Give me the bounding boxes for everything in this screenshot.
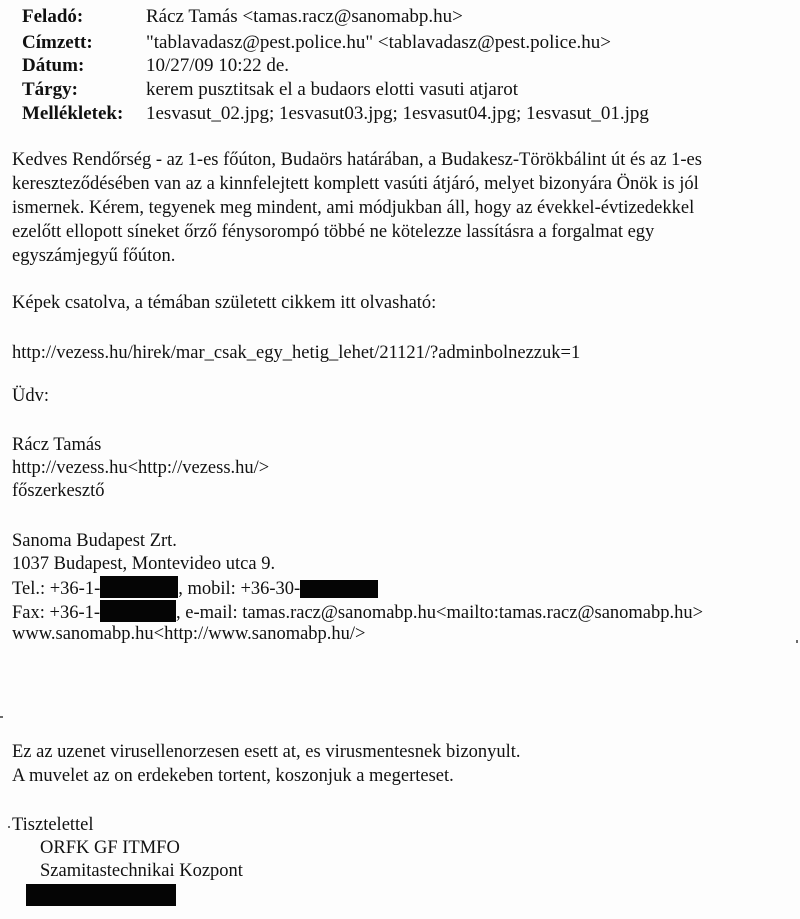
closing-line: Tisztelettel bbox=[12, 815, 94, 835]
tel-prefix: Tel.: +36-1- bbox=[12, 579, 101, 599]
to-value: "tablavadasz@pest.police.hu" <tablavadasz@pest.police.hu> bbox=[146, 32, 611, 53]
greeting-line: Üdv: bbox=[12, 386, 49, 406]
organization-line: ORFK GF ITMFO bbox=[40, 838, 180, 858]
redaction-bar bbox=[100, 576, 178, 598]
signature-address: 1037 Budapest, Montevideo utca 9. bbox=[12, 554, 276, 574]
virus-check-line-2: A muvelet az on erdekeben tortent, koszonjuk a megerteset. bbox=[12, 766, 454, 786]
signature-web: www.sanomabp.hu<http://www.sanomabp.hu/> bbox=[12, 624, 366, 644]
signature-title: főszerkesztő bbox=[12, 481, 105, 501]
signature-company: Sanoma Budapest Zrt. bbox=[12, 531, 177, 551]
attachments-value: 1esvasut_02.jpg; 1esvasut03.jpg; 1esvasut04.jpg; 1esvasut_01.jpg bbox=[146, 103, 649, 124]
subject-value: kerem pusztitsak el a budaors elotti vasuti atjarot bbox=[146, 79, 518, 100]
scan-speck bbox=[0, 716, 3, 718]
subject-label: Tárgy: bbox=[22, 79, 78, 100]
signature-name: Rácz Tamás bbox=[12, 435, 102, 455]
article-url-line: http://vezess.hu/hirek/mar_csak_egy_hetig_lehet/21121/?adminbolnezzuk=1 bbox=[12, 343, 581, 363]
images-attached-line: Képek csatolva, a témában született cikkem itt olvasható: bbox=[12, 293, 437, 313]
date-value: 10/27/09 10:22 de. bbox=[146, 55, 290, 76]
mobile-prefix: , mobil: +36-30- bbox=[178, 579, 301, 599]
virus-check-line-1: Ez az uzenet virusellenorzesen esett at, es virusmentesnek bizonyult. bbox=[12, 742, 521, 762]
to-label: Címzett: bbox=[22, 32, 93, 53]
signature-fax-line bbox=[12, 600, 703, 624]
body-paragraph bbox=[12, 148, 797, 268]
email-part: , e-mail: tamas.racz@sanomabp.hu<mailto:tamas.racz@sanomabp.hu> bbox=[176, 603, 704, 623]
from-value: Rácz Tamás <tamas.racz@sanomabp.hu> bbox=[146, 6, 463, 27]
paragraph-line: ezelőtt ellopott síneket őrző fénysorompó többé ne kötelezze lassításra a forgalmat egy bbox=[12, 222, 655, 242]
redaction-bar bbox=[300, 580, 378, 598]
signature-site: http://vezess.hu<http://vezess.hu/> bbox=[12, 458, 270, 478]
department-line: Szamitastechnikai Kozpont bbox=[40, 861, 243, 881]
paragraph-line: egyszámjegyű főúton. bbox=[12, 246, 176, 266]
scan-speck bbox=[8, 826, 10, 828]
attachments-label: Mellékletek: bbox=[22, 103, 124, 124]
paragraph-line: ismernek. Kérem, tegyenek meg mindent, ami módjukban áll, hogy az évekkel-évtizedekkel bbox=[12, 198, 695, 218]
redaction-bar bbox=[26, 884, 176, 906]
scan-speck bbox=[796, 640, 798, 643]
signature-phone-line bbox=[12, 576, 378, 600]
fax-prefix: Fax: +36-1- bbox=[12, 603, 101, 623]
paragraph-line: kereszteződésében van az a kinnfelejtett komplett vasúti átjáró, melyet bizonyára Önök is jól bbox=[12, 174, 699, 194]
date-label: Dátum: bbox=[22, 55, 85, 76]
from-label: Feladó: bbox=[22, 6, 84, 27]
redaction-bar bbox=[100, 600, 176, 622]
paragraph-line: Kedves Rendőrség - az 1-es főúton, Budaörs határában, a Budakesz-Törökbálint út és az 1-es bbox=[12, 150, 702, 170]
